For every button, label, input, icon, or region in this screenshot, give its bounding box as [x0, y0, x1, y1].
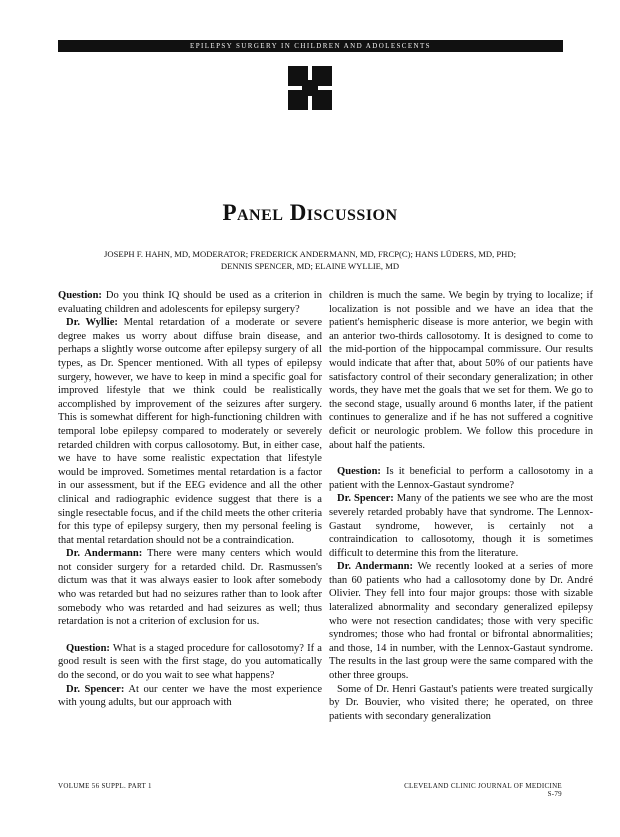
speaker-label: Dr. Andermann: [337, 561, 414, 573]
speaker-label: Dr. Spencer: [337, 493, 394, 505]
paragraph [329, 465, 593, 492]
paragraph-text: children is much the same. We begin by trying to localize; if localization is not possible and we have an idea that the patient's hemispheric disease is more anterior, we begin with an anterior two-thirds callosotomy. It is designed to come to the mid-portion of the hippocampal commissure. Our results would indicate that after that, about 50% of our patients have satisfactory control of their secondary generalization; in other words, they have met the goals that we set for them. We go to the second stage, usually around 6 months later, if the patient continues to generalize and if he has not suffered a cognitive deficit or neurologic problem. We follow this procedure in about half the patients. [329, 290, 593, 451]
paragraph [58, 683, 322, 710]
speaker-label: Question: [66, 642, 110, 654]
running-header: EPILEPSY SURGERY IN CHILDREN AND ADOLESCENTS [58, 40, 563, 52]
paragraph-text: At our center we have the most experience with young adults, but our approach with [58, 683, 322, 709]
speaker-label: Dr. Andermann: [66, 548, 143, 560]
paragraph-text: What is a staged procedure for callosotomy? If a good result is seen with the first stage, do you automatically do the second, or do you wait to see what happens? [58, 642, 322, 682]
footer-journal-page: CLEVELAND CLINIC JOURNAL OF MEDICINE S-79 [404, 782, 562, 798]
cleveland-clinic-cross-logo-icon [288, 66, 332, 110]
paragraph-text: Many of the patients we see who are the most severely retarded probably have that syndrome. The Lennox-Gastaut syndrome, however, is certainly not a contraindication to callosotomy, though it is sometimes difficult to determine this from the literature. [329, 493, 593, 559]
paragraph-text: We recently looked at a series of more than 60 patients who had a callosotomy done by Dr. André Olivier. They fell into four major groups: those with sizable lateralized abnormality and secondary generalized epilepsy who were not resection candidates; those with very specific syndromes; those who had frontal or bifrontal abnormalities; and those, 14 in number, with the Lennox-Gastaut syndrome. The results in the last group were the same compared with the other three groups. [329, 561, 593, 682]
paragraph [58, 547, 322, 629]
speaker-label: Dr. Spencer: [66, 683, 125, 695]
article-title: Panel Discussion [222, 200, 398, 225]
author-list [80, 248, 540, 272]
author-line-2: DENNIS SPENCER, MD; ELAINE WYLLIE, MD [220, 261, 400, 271]
author-line-1: JOSEPH F. HAHN, MD, MODERATOR; FREDERICK ANDERMANN, MD, FRCP(C); HANS LÜDERS, MD, PHD; [104, 249, 516, 259]
paragraph [329, 289, 593, 452]
speaker-label: Question: [337, 466, 381, 478]
footer-volume: VOLUME 56 SUPPL. PART 1 [58, 782, 152, 790]
paragraph [329, 560, 593, 682]
speaker-label: Question: [58, 290, 102, 301]
right-column [329, 289, 593, 723]
paragraph [329, 683, 593, 724]
paragraph-text: Do you think IQ should be used as a criterion in evaluating children and adolescents for epilepsy surgery? [58, 290, 322, 315]
paragraph-text: Some of Dr. Henri Gastaut's patients were treated surgically by Dr. Bouvier, who visited there; he operated, on three patients with secondary generalization [329, 683, 593, 722]
paragraph-text: There were many centers which would not consider surgery for a retarded child. Dr. Rasmussen's dictum was that it was always easier to look after somebody who was retarded but had no seizures rather than to look after somebody who was retarded and had seizures as well; thus retardation is not a criterion of exclusion for us. [58, 548, 322, 628]
paragraph [58, 642, 322, 683]
paragraph-text: Mental retardation of a moderate or severe degree makes us worry about diffuse brain disease, and perhaps a slightly worse outcome after epilepsy surgery of all types, as Dr. Spencer mentioned. With all types of epilepsy surgery, however, we have to keep in mind a specific goal for improved lifestyle that we think could be realistically accomplished by improvement of the seizures after surgery. This is somewhat different for high-functioning children with temporal lobe epilepsy compared to moderately or severely retarded children with corpus callosotomy. But, in either case, we have to have some realistic expectation that lifestyle would be improved. Sometimes mental retardation is a factor in our assessment, but if the EEG evidence and all the other clinical and radiographic evidence suggest that there is a single resectable focus, and if the child meets the other criteria for this type of epilepsy surgery, then my personal feeling is that mental retardation should not be a contraindication. [58, 317, 322, 546]
paragraph [58, 289, 322, 316]
paragraph [329, 492, 593, 560]
speaker-label: Dr. Wyllie: [66, 317, 118, 329]
paragraph-text: Is it beneficial to perform a callosotomy in a patient with the Lennox-Gastaut syndrome? [329, 466, 593, 491]
left-column [58, 289, 322, 710]
paragraph [58, 316, 322, 547]
